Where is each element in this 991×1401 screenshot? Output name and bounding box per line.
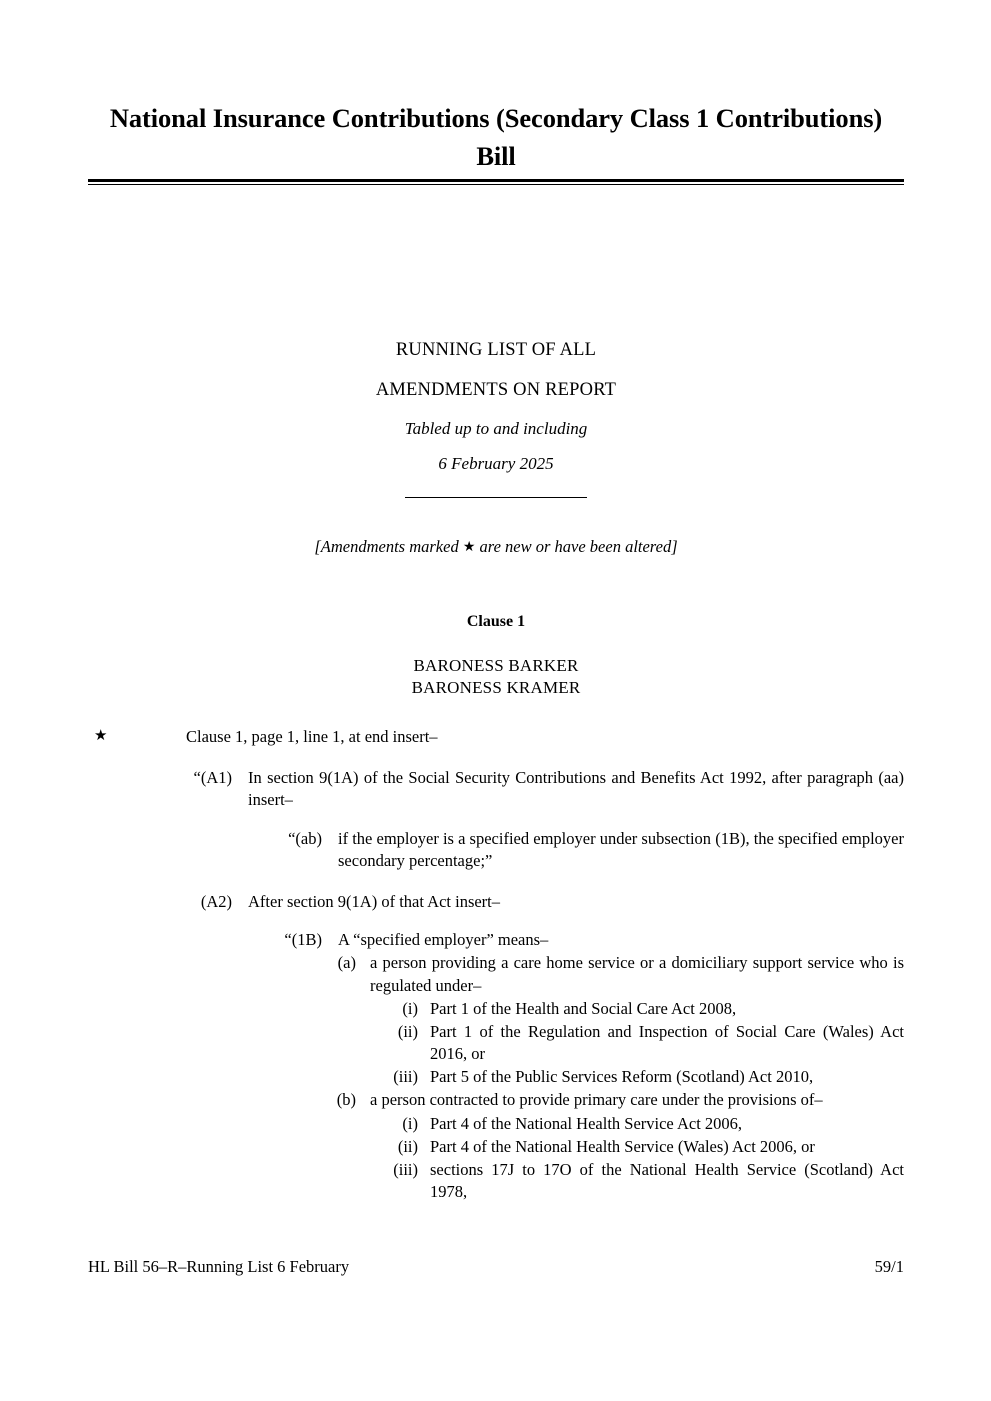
item-label: (A2) — [200, 891, 232, 911]
amendment-item — [88, 767, 904, 811]
item-label: “(A1) — [193, 768, 232, 788]
title-divider-rule — [88, 179, 904, 185]
amendment-item — [88, 828, 904, 872]
item-label: (ii) — [397, 1136, 418, 1156]
item-label: (a) — [337, 953, 356, 973]
item-label: (i) — [402, 998, 418, 1018]
item-label: “(ab) — [288, 828, 322, 848]
item-text: A “specified employer” means‒ — [338, 930, 549, 950]
item-text: After section 9(1A) of that Act insert‒ — [248, 891, 501, 911]
amendment-body — [88, 726, 904, 1203]
item-text: In section 9(1A) of the Social Security Contributions and Benefits Act 1992, after paragraph (aa) insert‒ — [248, 768, 904, 810]
amendment-item — [88, 1089, 904, 1111]
title-block — [88, 100, 904, 175]
item-text: a person contracted to provide primary care under the provisions of‒ — [370, 1090, 823, 1110]
clause-heading: Clause 1 — [466, 613, 526, 630]
amendment-item — [88, 952, 904, 996]
item-text: Part 5 of the Public Services Reform (Scotland) Act 2010, — [430, 1067, 814, 1087]
tabled-date: 6 February 2025 — [438, 454, 554, 473]
item-label: (b) — [336, 1090, 356, 1110]
tabled-label: Tabled up to and including — [404, 419, 588, 438]
item-text: Part 4 of the National Health Service (Wales) Act 2006, or — [430, 1136, 815, 1156]
note-suffix: are new or have been altered] — [475, 537, 678, 556]
amendment-lead-text: Clause 1, page 1, line 1, at end insert‒ — [186, 727, 438, 746]
star-icon: ★ — [94, 728, 108, 744]
item-text: Part 1 of the Health and Social Care Act 2008, — [430, 998, 737, 1018]
amendment-item — [88, 891, 904, 913]
heading-line-1: RUNNING LIST OF ALL — [395, 340, 597, 360]
amendment-item — [88, 998, 904, 1020]
sponsor-name: BARONESS BARKER — [413, 656, 579, 675]
amendment-item — [88, 1159, 904, 1203]
heading-line-2: AMENDMENTS ON REPORT — [375, 379, 617, 400]
page-title: National Insurance Contributions (Secondary Class 1 Contributions) Bill — [109, 103, 883, 171]
note-prefix: [Amendments marked — [314, 537, 463, 556]
amendment-item — [88, 929, 904, 951]
footer-page-number: 59/1 — [874, 1257, 904, 1276]
page-footer — [88, 1257, 904, 1277]
amendment-item — [88, 1021, 904, 1065]
item-text: sections 17J to 17O of the National Health Service (Scotland) Act 1978, — [430, 1160, 904, 1202]
sponsor-list — [88, 655, 904, 700]
item-text: Part 4 of the National Health Service Act 2006, — [430, 1113, 743, 1133]
item-label: (iii) — [393, 1160, 418, 1179]
sponsor-name: BARONESS KRAMER — [411, 678, 581, 698]
item-text: if the employer is a specified employer under subsection (1B), the specified employer secondary percentage;” — [338, 828, 904, 870]
item-text: Part 1 of the Regulation and Inspection of Social Care (Wales) Act 2016, or — [430, 1021, 904, 1064]
amendment-item — [88, 1066, 904, 1088]
amendment-lead-row — [88, 726, 904, 748]
item-label: (ii) — [397, 1021, 418, 1041]
item-label: “(1B) — [284, 930, 322, 950]
amendment-item — [88, 1113, 904, 1135]
amendments-marked-note — [88, 537, 904, 557]
star-icon: ★ — [462, 540, 476, 555]
item-label: (i) — [402, 1113, 418, 1133]
item-label: (iii) — [393, 1067, 418, 1087]
running-list-heading — [88, 341, 904, 472]
section-divider-rule — [405, 497, 587, 498]
item-text: a person providing a care home service or a domiciliary support service who is regulated under‒ — [370, 953, 904, 995]
footer-bill-reference: HL Bill 56‒R‒Running List 6 February — [88, 1257, 350, 1276]
amendment-item — [88, 1136, 904, 1158]
